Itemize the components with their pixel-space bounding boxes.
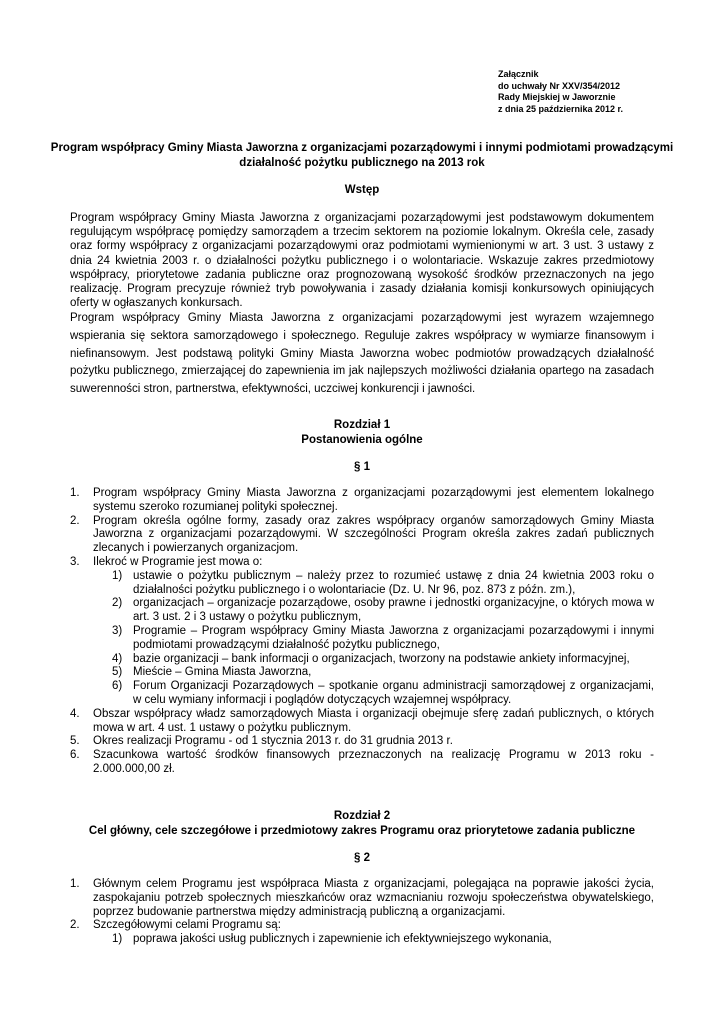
chapter-label: Rozdział 1 xyxy=(333,419,391,431)
annex-line: z dnia 25 października 2012 r. xyxy=(498,103,624,114)
chapter-1-list xyxy=(70,487,654,777)
sublist-item: 1) ustawie o pożytku publicznym – należy przez to rozumieć ustawę z dnia 24 kwietnia 2003 roku o działalności pożytku publicznego i o wolontariacie (Dz. U. Nr 96, poz. 873 z późn. zm.), xyxy=(112,569,654,596)
annex-line: do uchwały Nr XXV/354/2012 xyxy=(498,80,621,91)
annex-line: Załącznik xyxy=(498,69,539,79)
sublist-item: 4) bazie organizacji – bank informacji o organizacjach, tworzony na podstawie ankiety informacyjnej, xyxy=(112,652,630,665)
chapter-name: Cel główny, cele szczegółowe i przedmiotowy zakres Programu oraz priorytetowe zadania publiczne xyxy=(88,824,636,837)
chapter-2-heading xyxy=(40,809,684,838)
chapter-2-list xyxy=(70,878,654,947)
chapter-label: Rozdział 2 xyxy=(333,810,391,822)
sublist-item: 5) Mieście – Gmina Miasta Jaworzna, xyxy=(112,666,312,679)
list-item: 2. Program określa ogólne formy, zasady oraz zakres współpracy organów samorządowych Gminy Miasta Jaworzna z organizacjami pozarządowymi. W szczególności Program określa zakres zadań publicznych zlecanych i powierzanych organizacjom. xyxy=(70,514,654,555)
section-symbol: § 2 xyxy=(354,852,370,864)
sublist-item: 6) Forum Organizacji Pozarządowych – spotkanie organu administracji samorządowej z organizacjami, w celu wymiany informacji i poglądów dotyczących wzajemnej współpracy. xyxy=(112,680,654,706)
chapter-1-heading xyxy=(40,418,684,447)
intro-heading: Wstęp xyxy=(344,184,380,196)
sublist-item: 1) poprawa jakości usług publicznych i zapewnienie ich efektywniejszego wykonania, xyxy=(112,933,552,946)
list-item: 6. Szacunkowa wartość środków finansowych przeznaczonych na realizację Programu w 2013 roku - 2.000.000,00 zł. xyxy=(70,749,654,775)
sublist-item: 2) organizacjach – organizacje pozarządowe, osoby prawne i jednostki organizacyjne, o których mowa w art. 3 ust. 2 i 3 ustawy o pożytku publicznym, xyxy=(112,597,654,624)
list-item: 5. Okres realizacji Programu - od 1 stycznia 2013 r. do 31 grudnia 2013 r. xyxy=(70,735,453,748)
list-item: 2. Szczegółowymi celami Programu są: 1) poprawa jakości usług publicznych i zapewnienie ich efektywniejszego wykonania, xyxy=(70,919,654,947)
list-item: 1. Głównym celem Programu jest współpraca Miasta z organizacjami, polegająca na poprawie jakości życia, zaspokajaniu potrzeb społecznych mieszkańców oraz wzmacnianiu rozwoju społeczeństwa obywatelskiego, poprzez budowanie partnerstwa między administracją publiczną a organizacjami. xyxy=(70,878,654,918)
list-item: 1. Program współpracy Gminy Miasta Jaworzna z organizacjami pozarządowymi jest elementem lokalnego systemu szeroko rozumianej polityki społecznej. xyxy=(70,487,654,513)
section-symbol: § 1 xyxy=(354,461,370,473)
document-title: Program współpracy Gminy Miasta Jaworzna z organizacjami pozarządowymi i innymi podmiotami prowadzącymi działalność pożytku publicznego na 2013 rok xyxy=(50,142,674,169)
list-item: 3. Ilekroć w Programie jest mowa o: 1) ustawie o pożytku publicznym – należy przez to rozumieć ustawę z dnia 24 kwietnia 2003 roku o działalności pożytku publicznego i o wolontariacie (Dz. U. Nr 96, poz. 873 z późn. zm.), 2) organizacjach – organizacje pozarządowe, osoby prawne i jednostki organizacyjne, o których mowa w art. 3 ust. 2 i 3 ustawy o pożytku publicznym, 3) Programie – Program współpracy Gminy Miasta Jaworzna z organizacjami pozarządowymi i innymi podmiotami prowadzącymi działalność pożytku publicznego, 4) bazie organizacji – bank informacji o organizacjach, tworzony na podstawie ankiety informacyjnej, 5) Mieście – Gmina Miasta Jaworzna, 6) Forum Organizacji Pozarządowych – spotkanie organu administracji samorządowej z organizacjami, w celu wymiany informacji i poglądów dotyczących wzajemnej współpracy. xyxy=(70,555,654,706)
annex-line: Rady Miejskiej w Jaworznie xyxy=(498,92,616,102)
list-item: 4. Obszar współpracy władz samorządowych Miasta i organizacji obejmuje sferę zadań publicznych, o których mowa w art. 4 ust. 1 ustawy o pożytku publicznym. xyxy=(70,707,654,734)
intro-paragraph: Program współpracy Gminy Miasta Jaworzna z organizacjami pozarządowymi jest wyrazem wzajemnego wspierania się sektora samorządowego i społecznego. Reguluje zakres współpracy w wymiarze finansowym i niefinansowym. Jest podstawą polityki Gminy Miasta Jaworzna wobec podmiotów prowadzących działalność pożytku publicznego, zmierzającej do zapewnienia im jak najlepszych możliwości działania opartego na zasadach suwerenności stron, partnerstwa, efektywności, uczciwej konkurencji i jawności. xyxy=(70,312,654,395)
annex-note xyxy=(498,69,623,115)
sublist xyxy=(93,933,654,947)
sublist-item: 3) Programie – Program współpracy Gminy Miasta Jaworzna z organizacjami pozarządowymi i innymi podmiotami prowadzącymi działalność pożytku publicznego, xyxy=(112,624,654,651)
intro-section xyxy=(70,211,654,398)
sublist xyxy=(93,570,654,708)
chapter-name: Postanowienia ogólne xyxy=(301,433,423,446)
intro-paragraph: Program współpracy Gminy Miasta Jaworzna z organizacjami pozarządowymi jest podstawowym dokumentem regulującym współpracę pomiędzy samorządem a trzecim sektorem na poziomie lokalnym. Określa cele, zasady oraz formy współpracy z organizacjami pozarządowymi oraz podmiotami wymienionymi w art. 3 ust. 3 ustawy z dnia 24 kwietnia 2003 r. o działalności pożytku publicznego i o wolontariacie. Wskazuje zakres przedmiotowy współpracy, priorytetowe zadania publiczne oraz prognozowaną wysokość środków przeznaczonych na jego realizację. Program precyzuje również tryb powoływania i zasady działania komisji konkursowych opiniujących oferty w ogłaszanych konkursach. xyxy=(70,212,654,310)
